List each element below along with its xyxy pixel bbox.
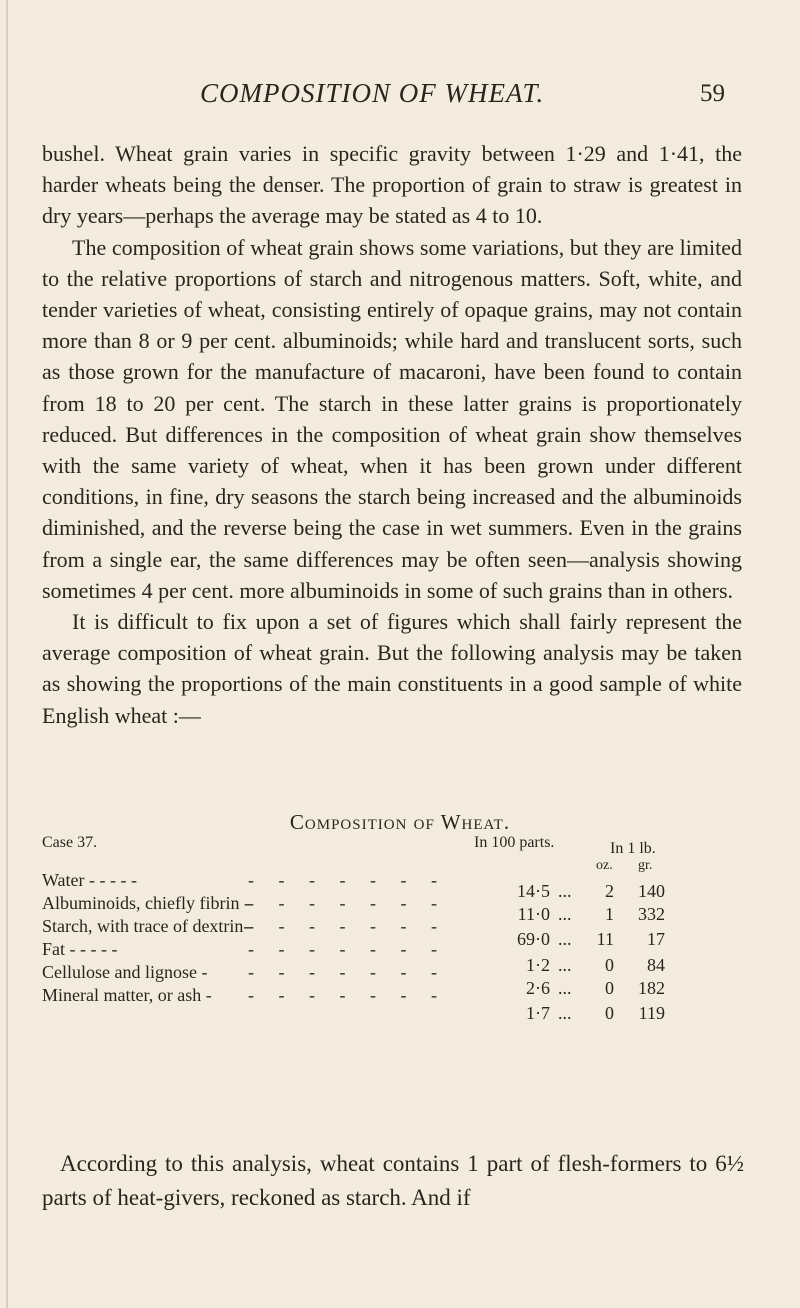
closing-paragraph: According to this analysis, wheat contains 1 part of flesh-formers to 6½ parts of heat-givers, reckoned as starch. And if [42, 1151, 744, 1210]
oz-value: 0 [605, 955, 614, 975]
leader-dashes: - - - - - - - [248, 962, 447, 982]
leader-dashes: - - - - - - - [248, 939, 447, 959]
page-header [0, 78, 800, 118]
paragraph: bushel. Wheat grain varies in specific gravity between 1·29 and 1·41, the harder wheats being the denser. The proportion of grain to straw is greatest in dry years—perhaps the average may be stated as 4 to 10. [42, 141, 742, 229]
unit-gr: gr. [638, 858, 653, 873]
parts-value: 1·7 [526, 1003, 550, 1023]
gr-value: 332 [638, 904, 665, 924]
leader-dashes: - - - - - - - [248, 893, 447, 913]
running-title: COMPOSITION OF WHEAT. [200, 78, 545, 108]
paragraph: The composition of wheat grain shows some variations, but they are limited to the relative proportions of starch and nitrogenous matters. Soft, white, and tender varieties of wheat, consisting entirely of opaque grains, may not contain more than 8 or 9 per cent. albuminoids; while hard and translucent sorts, such as those grown for the manufacture of macaroni, have been found to contain from 18 to 20 per cent. The starch in these latter grains is proportionately reduced. But differences in the composition of wheat grain show themselves with the same variety of wheat, when it has been grown under different conditions, in fine, dry seasons the starch being increased and the albuminoids diminished, and the reverse being the case in wet summers. Even in the grains from a single ear, the same differences may be often seen—analysis showing sometimes 4 per cent. more albuminoids in some of such grains than in others. [42, 234, 742, 603]
table-row-values [0, 1003, 800, 1023]
oz-value: 0 [605, 978, 614, 998]
unit-oz: oz. [596, 858, 613, 873]
body-text [42, 138, 742, 731]
constituent-label: Albuminoids, chiefly fibrin - [42, 893, 250, 913]
column-header-lb: In 1 lb. [610, 840, 656, 857]
constituent-label: Water - - - - - [42, 870, 137, 890]
gr-value: 182 [638, 978, 665, 998]
oz-value: 0 [605, 1003, 614, 1023]
page-edge [6, 0, 8, 1308]
leader-dots: ... [558, 978, 572, 998]
gr-value: 17 [647, 929, 665, 949]
gr-value: 84 [647, 955, 665, 975]
oz-value: 11 [596, 929, 614, 949]
parts-value: 14·5 [517, 881, 550, 901]
leader-dashes: - - - - - - - [248, 916, 447, 936]
leader-dots: ... [558, 929, 572, 949]
leader-dots: ... [558, 881, 572, 901]
constituent-label: Fat - - - - - [42, 939, 118, 959]
paragraph: It is difficult to fix upon a set of figures which shall fairly represent the average composition of wheat grain. But the following analysis may be taken as showing the proportions of the main constituents in a good sample of white English wheat :— [42, 609, 742, 728]
case-label: Case 37. [42, 834, 98, 851]
parts-value: 1·2 [526, 955, 550, 975]
page-number: 59 [700, 80, 725, 107]
leader-dots: ... [558, 955, 572, 975]
constituent-label: Mineral matter, or ash - [42, 985, 212, 1005]
oz-value: 2 [605, 881, 614, 901]
table-row [0, 985, 800, 1005]
leader-dashes: - - - - - - - [248, 870, 447, 890]
leader-dashes: - - - - - - - [248, 985, 447, 1005]
parts-value: 11·0 [517, 904, 550, 924]
gr-value: 140 [638, 881, 665, 901]
constituent-label: Cellulose and lignose - [42, 962, 208, 982]
parts-value: 2·6 [526, 978, 550, 998]
constituent-label: Starch, with trace of dextrin- [42, 916, 250, 936]
column-header-parts: In 100 parts. [474, 834, 555, 851]
oz-value: 1 [605, 904, 614, 924]
parts-value: 69·0 [517, 929, 550, 949]
leader-dots: ... [558, 904, 572, 924]
gr-value: 119 [638, 1003, 665, 1023]
table-title: Composition of Wheat. [289, 810, 511, 834]
leader-dots: ... [558, 1003, 572, 1023]
